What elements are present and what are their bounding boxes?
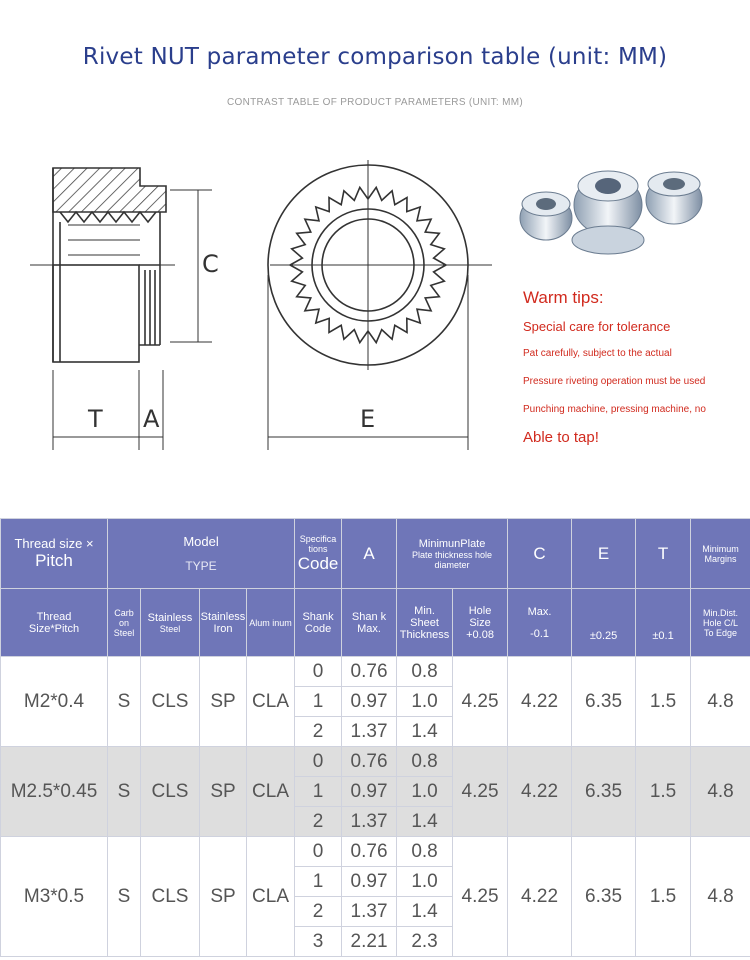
cell-aluminum: CLA bbox=[247, 837, 295, 957]
table-body bbox=[1, 657, 750, 957]
header-min-dist-label: Min.Dist. bbox=[703, 607, 739, 618]
cell-t: 1.5 bbox=[636, 657, 691, 747]
cell-carbon-steel: S bbox=[108, 747, 141, 837]
cell-shank-code: 2 bbox=[295, 807, 342, 837]
header-c-label: C bbox=[533, 543, 546, 563]
header-min-sheet bbox=[397, 589, 453, 657]
cell-shank-max: 1.37 bbox=[342, 717, 397, 747]
header-plate-desc-label: Plate thickness hole diameter bbox=[412, 549, 493, 570]
cell-min-sheet: 1.0 bbox=[397, 867, 453, 897]
table-row bbox=[1, 837, 750, 867]
rivet-nut-photo bbox=[508, 140, 716, 270]
cell-shank-max: 1.37 bbox=[342, 897, 397, 927]
header-minimum-plate-label: MinimunPlate bbox=[418, 537, 486, 550]
cell-hole-size: 4.25 bbox=[453, 837, 508, 957]
dim-label-t: T bbox=[88, 405, 103, 433]
nut-left bbox=[520, 192, 572, 240]
cell-hole-size: 4.25 bbox=[453, 657, 508, 747]
header-aluminum-label: Alum inum bbox=[249, 617, 292, 628]
header-pitch-label: Pitch bbox=[35, 551, 73, 570]
header-thickness-label: Thickness bbox=[399, 628, 450, 641]
cell-shank-max: 2.21 bbox=[342, 927, 397, 957]
cell-min-sheet: 1.4 bbox=[397, 807, 453, 837]
header-carbon-steel bbox=[108, 589, 141, 657]
cell-min-sheet: 1.0 bbox=[397, 687, 453, 717]
cell-shank-code: 1 bbox=[295, 777, 342, 807]
cell-e: 6.35 bbox=[572, 747, 636, 837]
page-subtitle: CONTRAST TABLE OF PRODUCT PARAMETERS (UNIT: MM) bbox=[227, 97, 523, 108]
cell-shank-code: 0 bbox=[295, 747, 342, 777]
header-size-label: Size bbox=[469, 616, 491, 629]
header-hole-label: Hole bbox=[468, 604, 492, 617]
tips-line-1: Special care for tolerance bbox=[523, 319, 671, 334]
header-shank-a-label: Shan k bbox=[351, 610, 387, 623]
header-minimum-margins bbox=[691, 519, 750, 589]
header-min-dist bbox=[691, 589, 750, 657]
nut-center bbox=[572, 171, 644, 254]
header-steel-label: Steel bbox=[113, 627, 135, 638]
dim-label-e: E bbox=[360, 405, 376, 433]
header-minimum-label: Minimum bbox=[702, 543, 739, 554]
cell-shank-max: 0.97 bbox=[342, 687, 397, 717]
cell-shank-code: 2 bbox=[295, 717, 342, 747]
cell-shank-max: 1.37 bbox=[342, 807, 397, 837]
header-t bbox=[636, 519, 691, 589]
header-shank-code bbox=[295, 589, 342, 657]
cell-stainless-steel: CLS bbox=[141, 837, 200, 957]
header-min-label: Min. bbox=[414, 604, 435, 617]
table-row bbox=[1, 657, 750, 687]
header-stainless-1-label: Stainless bbox=[147, 611, 193, 624]
header-c bbox=[508, 519, 572, 589]
header-e bbox=[572, 519, 636, 589]
cell-carbon-steel: S bbox=[108, 837, 141, 957]
cell-shank-code: 0 bbox=[295, 837, 342, 867]
header-margins-label: Margins bbox=[704, 553, 737, 564]
cell-shank-max: 0.97 bbox=[342, 867, 397, 897]
cell-stainless-iron: SP bbox=[200, 837, 247, 957]
side-view bbox=[30, 168, 212, 450]
header-model-label: Model bbox=[183, 534, 219, 549]
header-thread-label: Thread bbox=[36, 610, 72, 623]
header-e-tol-label: ±0.25 bbox=[589, 629, 618, 642]
header-code-label: Code bbox=[297, 553, 339, 573]
cell-shank-code: 3 bbox=[295, 927, 342, 957]
cell-hole-size: 4.25 bbox=[453, 747, 508, 837]
table-header bbox=[1, 519, 750, 657]
cell-aluminum: CLA bbox=[247, 747, 295, 837]
header-model bbox=[108, 519, 295, 589]
cell-c-max: 4.22 bbox=[508, 837, 572, 957]
header-stainless-2-label: Stainless bbox=[200, 610, 246, 623]
cell-shank-max: 0.97 bbox=[342, 777, 397, 807]
cell-min-sheet: 1.4 bbox=[397, 897, 453, 927]
cell-stainless-iron: SP bbox=[200, 747, 247, 837]
cell-t: 1.5 bbox=[636, 837, 691, 957]
header-code-2-label: Code bbox=[304, 622, 332, 635]
header-e-label: E bbox=[597, 543, 610, 563]
header-t-tol bbox=[636, 589, 691, 657]
warm-tips bbox=[523, 288, 733, 446]
header-e-tol bbox=[572, 589, 636, 657]
header-c-tol-label: -0.1 bbox=[530, 627, 550, 640]
cell-stainless-steel: CLS bbox=[141, 657, 200, 747]
header-steel-2-label: Steel bbox=[159, 623, 181, 634]
cell-shank-max: 0.76 bbox=[342, 747, 397, 777]
header-size-pitch-label: Size*Pitch bbox=[28, 622, 80, 635]
cell-shank-code: 2 bbox=[295, 897, 342, 927]
cell-thread: M2*0.4 bbox=[1, 657, 108, 747]
cell-shank-code: 1 bbox=[295, 687, 342, 717]
header-to-edge-label: To Edge bbox=[704, 627, 738, 638]
tips-line-5: Able to tap! bbox=[523, 429, 599, 446]
cell-margin: 4.8 bbox=[691, 747, 750, 837]
header-shank-max bbox=[342, 589, 397, 657]
nut-right bbox=[646, 172, 702, 224]
header-a bbox=[342, 519, 397, 589]
cell-c-max: 4.22 bbox=[508, 747, 572, 837]
header-specifications-label: Specifica tions bbox=[299, 533, 337, 554]
cell-thread: M2.5*0.45 bbox=[1, 747, 108, 837]
cell-min-sheet: 1.0 bbox=[397, 777, 453, 807]
header-t-tol-label: ±0.1 bbox=[652, 629, 674, 642]
header-sheet-label: Sheet bbox=[410, 616, 439, 629]
header-hole-cl-label: Hole C/L bbox=[703, 617, 739, 628]
header-t-label: T bbox=[657, 543, 669, 563]
cell-aluminum: CLA bbox=[247, 657, 295, 747]
page-title: Rivet NUT parameter comparison table (unit: MM) bbox=[82, 44, 668, 70]
header-shank-label: Shank bbox=[302, 610, 334, 623]
tips-line-4: Punching machine, pressing machine, no bbox=[523, 404, 706, 415]
header-hole-tol-label: +0.08 bbox=[466, 628, 494, 641]
cell-thread: M3*0.5 bbox=[1, 837, 108, 957]
cell-margin: 4.8 bbox=[691, 657, 750, 747]
header-iron-label: Iron bbox=[213, 622, 233, 635]
header-stainless-iron bbox=[200, 589, 247, 657]
tips-line-2: Pat carefully, subject to the actual bbox=[523, 348, 672, 359]
cell-min-sheet: 2.3 bbox=[397, 927, 453, 957]
technical-drawing bbox=[0, 140, 500, 460]
header-aluminum bbox=[247, 589, 295, 657]
tips-line-3: Pressure riveting operation must be used bbox=[523, 376, 706, 387]
cell-e: 6.35 bbox=[572, 837, 636, 957]
cell-c-max: 4.22 bbox=[508, 657, 572, 747]
cell-stainless-steel: CLS bbox=[141, 747, 200, 837]
cell-shank-max: 0.76 bbox=[342, 657, 397, 687]
header-c-max-label: Max. bbox=[527, 605, 552, 618]
header-stainless-steel bbox=[141, 589, 200, 657]
table-row bbox=[1, 747, 750, 777]
front-view bbox=[268, 160, 492, 450]
cell-min-sheet: 0.8 bbox=[397, 747, 453, 777]
tips-title: Warm tips: bbox=[523, 288, 604, 307]
cell-t: 1.5 bbox=[636, 747, 691, 837]
cell-min-sheet: 1.4 bbox=[397, 717, 453, 747]
header-thread-size bbox=[1, 519, 108, 589]
parameter-table bbox=[0, 518, 750, 957]
cell-min-sheet: 0.8 bbox=[397, 657, 453, 687]
cell-carbon-steel: S bbox=[108, 657, 141, 747]
cell-shank-max: 0.76 bbox=[342, 837, 397, 867]
header-carbon-label: Carb on bbox=[114, 607, 134, 628]
cell-e: 6.35 bbox=[572, 657, 636, 747]
cell-margin: 4.8 bbox=[691, 837, 750, 957]
cell-min-sheet: 0.8 bbox=[397, 837, 453, 867]
cell-shank-code: 0 bbox=[295, 657, 342, 687]
cell-stainless-iron: SP bbox=[200, 657, 247, 747]
cell-shank-code: 1 bbox=[295, 867, 342, 897]
dim-label-c: C bbox=[202, 250, 219, 278]
header-a-label: A bbox=[363, 543, 375, 563]
header-type-label: TYPE bbox=[185, 559, 217, 573]
header-spec-code bbox=[295, 519, 342, 589]
header-hole-size bbox=[453, 589, 508, 657]
header-thread-size-label: Thread size × bbox=[14, 536, 94, 551]
dim-label-a: A bbox=[143, 405, 160, 433]
header-max-label: Max. bbox=[357, 622, 381, 635]
header-c-max bbox=[508, 589, 572, 657]
header-thread-sizepitch bbox=[1, 589, 108, 657]
header-minimum-plate bbox=[397, 519, 508, 589]
